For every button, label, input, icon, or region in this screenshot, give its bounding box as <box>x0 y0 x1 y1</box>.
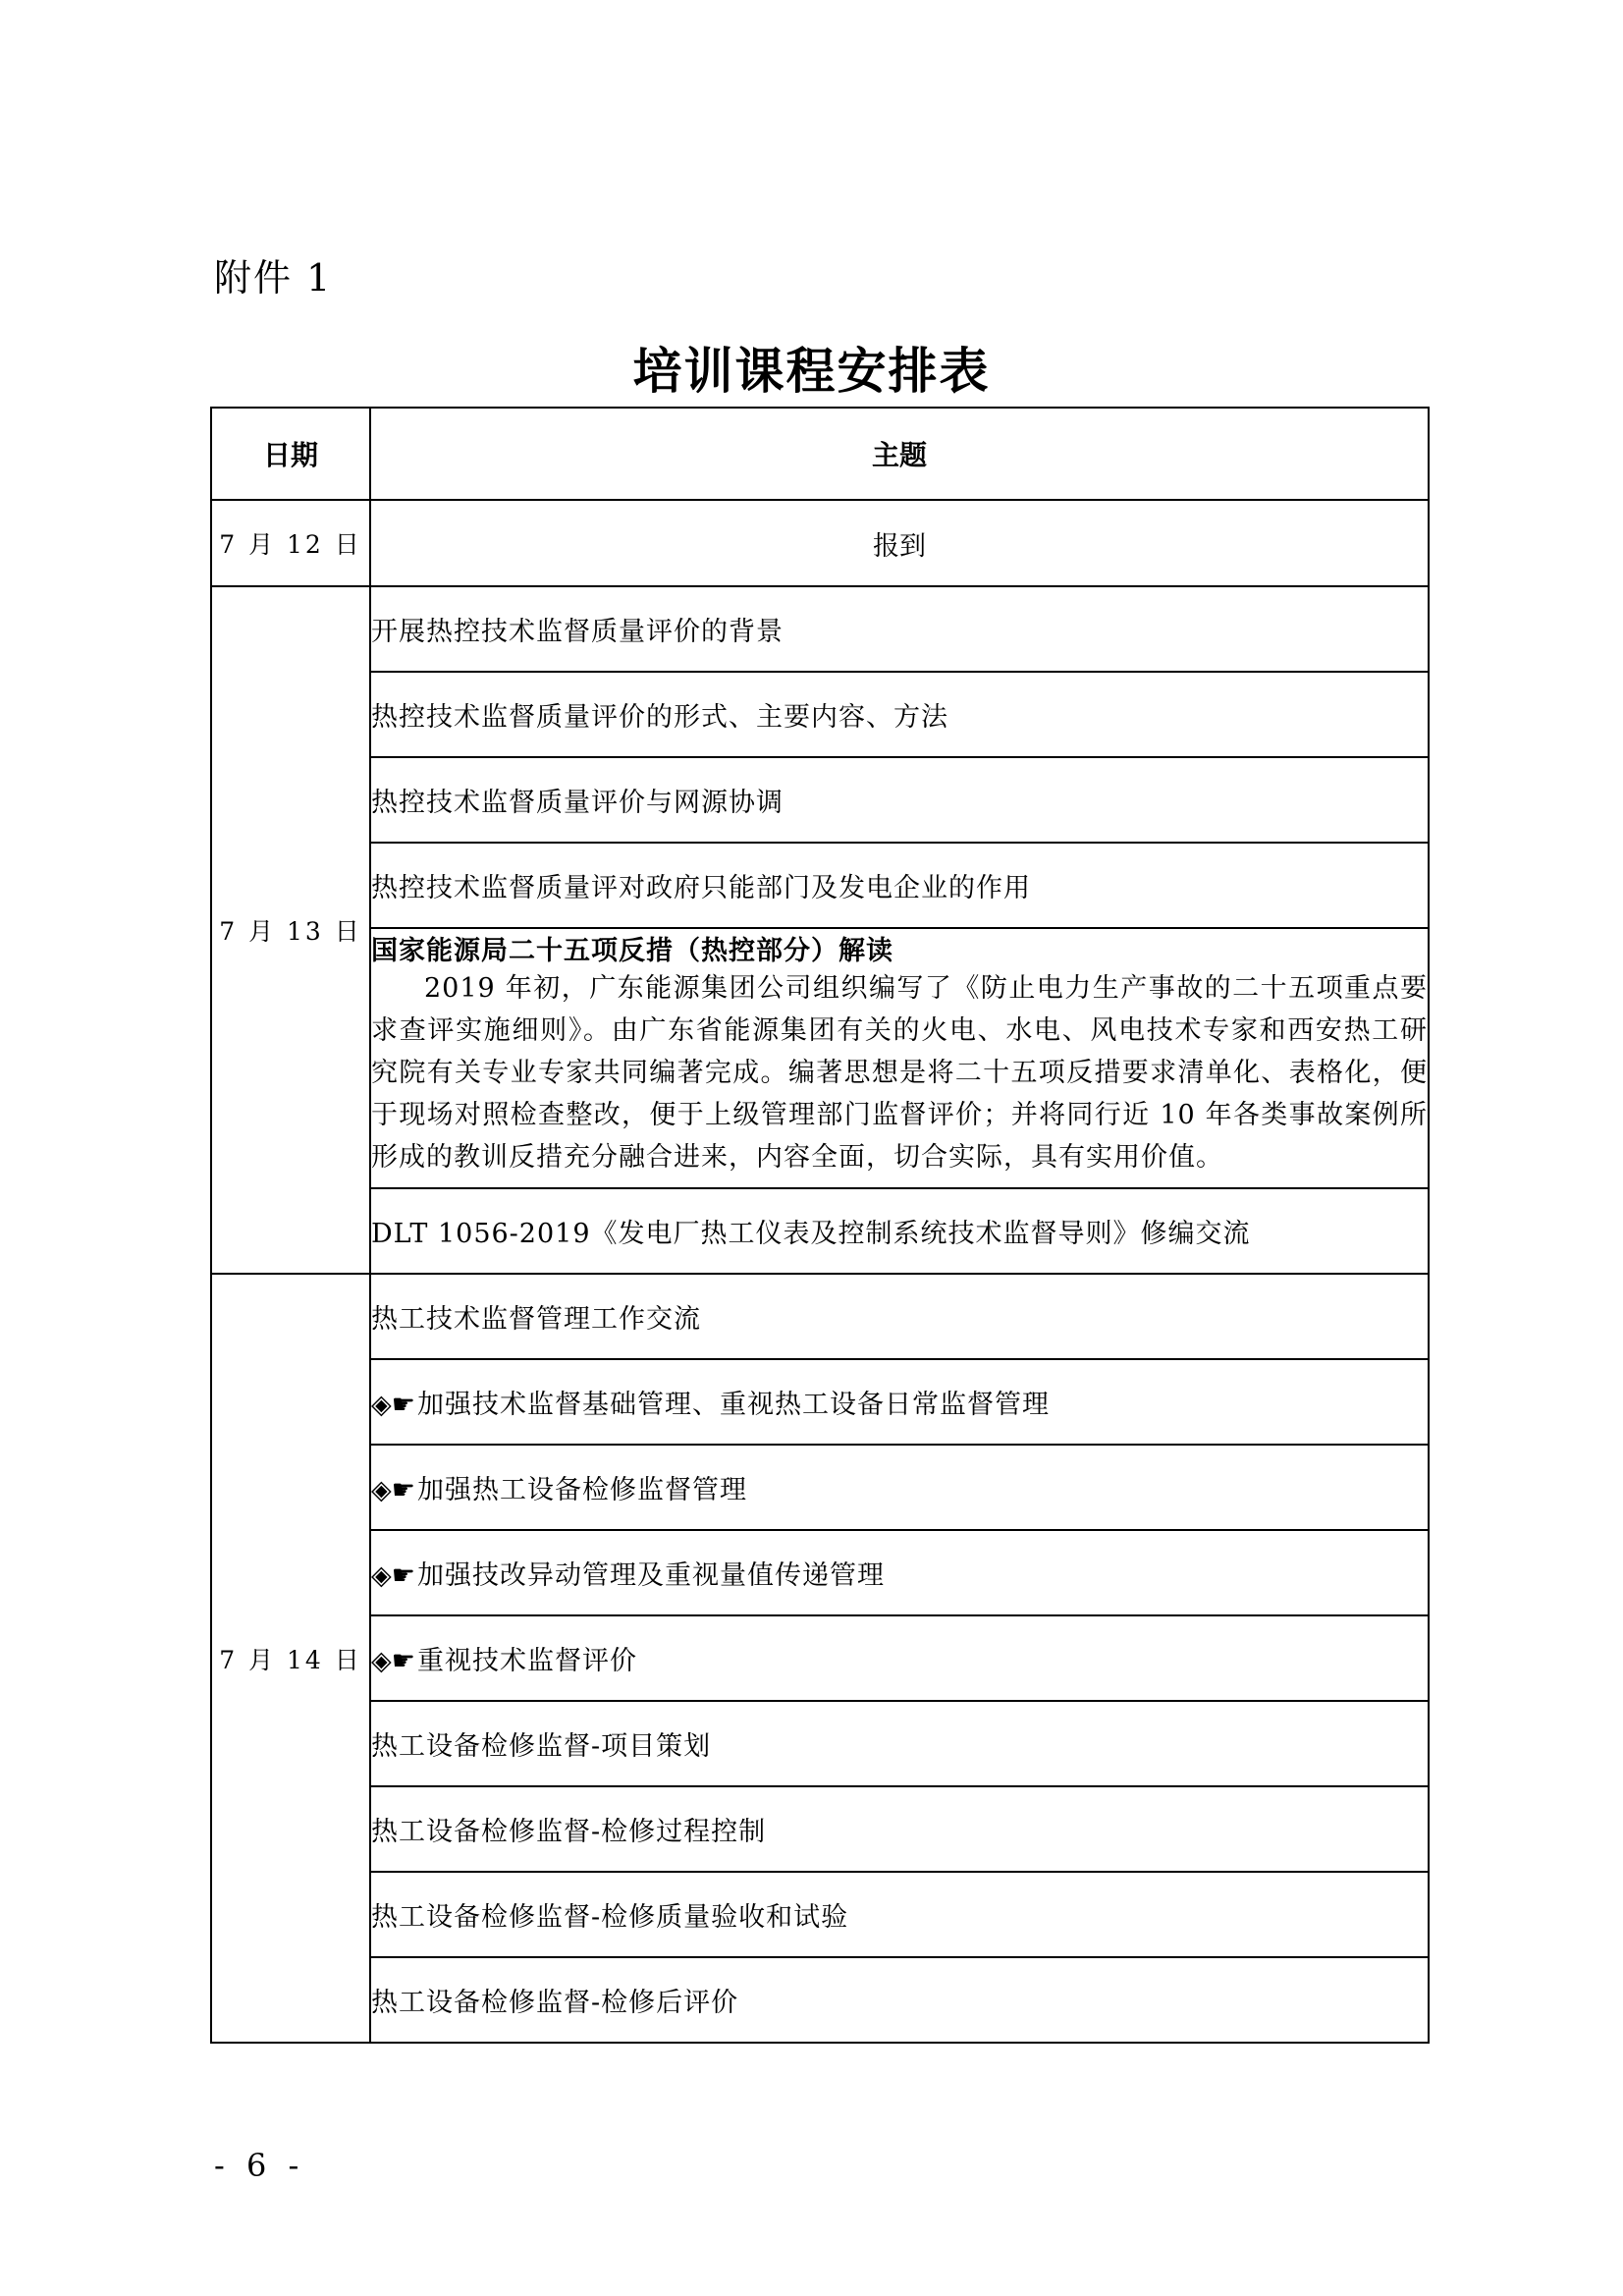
table-row <box>211 843 1429 928</box>
topic-text: 热工设备检修监督-项目策划 <box>371 1731 712 1762</box>
topic-cell <box>370 1359 1429 1445</box>
document-title: 培训课程安排表 <box>632 343 991 400</box>
table-row <box>211 1445 1429 1530</box>
topic-text: 热工设备检修监督-检修后评价 <box>371 1988 739 2018</box>
table-row <box>211 1701 1429 1786</box>
table-row <box>211 928 1429 1188</box>
table-row <box>211 1274 1429 1359</box>
topic-text: 加强技改异动管理及重视量值传递管理 <box>416 1560 885 1591</box>
table-row <box>211 1786 1429 1872</box>
attachment-label: 附件 1 <box>214 256 333 300</box>
topic-block-body: 2019 年初，广东能源集团公司组织编写了《防止电力生产事故的二十五项重点要求查评实施细则》。由广东省能源集团有关的火电、水电、风电技术专家和西安热工研究院有关专业专家共同编著完成。编著思想是将二十五项反措要求清单化、表格化，便于现场对照检查整改，便于上级管理部门监督评价；并将同行近 10 年各类事故案例所形成的教训反措充分融合进来，内容全面，切合实际，具有实用价值。 <box>371 973 1428 1173</box>
topic-text: 重视技术监督评价 <box>416 1646 637 1676</box>
header-date: 日期 <box>211 408 370 500</box>
topic-cell <box>370 1701 1429 1786</box>
table-row <box>211 1872 1429 1957</box>
page-number: - 6 - <box>214 2147 305 2184</box>
topic-text: 加强技术监督基础管理、重视热工设备日常监督管理 <box>416 1390 1050 1420</box>
topic-cell: DLT 1056-2019《发电厂热工仪表及控制系统技术监督导则》修编交流 <box>370 1188 1429 1274</box>
table-row <box>211 500 1429 586</box>
date-cell: 7 月 13 日 <box>211 586 370 1274</box>
table-row <box>211 1359 1429 1445</box>
diamond-pointer-icon: ◈☛ <box>371 1560 415 1591</box>
date-cell: 7 月 12 日 <box>211 500 370 586</box>
topic-cell: 热控技术监督质量评价与网源协调 <box>370 757 1429 843</box>
topic-cell <box>370 1445 1429 1530</box>
topic-cell <box>370 1274 1429 1359</box>
topic-cell: 热控技术监督质量评对政府只能部门及发电企业的作用 <box>370 843 1429 928</box>
topic-cell: 热控技术监督质量评价的形式、主要内容、方法 <box>370 672 1429 757</box>
table-header-row <box>211 408 1429 500</box>
header-topic: 主题 <box>370 408 1429 500</box>
topic-text: 热工技术监督管理工作交流 <box>371 1304 701 1335</box>
date-cell: 7 月 14 日 <box>211 1274 370 2043</box>
topic-cell <box>370 1786 1429 1872</box>
topic-block-title: 国家能源局二十五项反措（热控部分）解读 <box>371 936 893 966</box>
schedule-table <box>210 407 1430 2044</box>
topic-cell: 报到 <box>370 500 1429 586</box>
table-row <box>211 757 1429 843</box>
table-row <box>211 586 1429 672</box>
topic-cell <box>370 1872 1429 1957</box>
topic-cell: 开展热控技术监督质量评价的背景 <box>370 586 1429 672</box>
topic-text: 加强热工设备检修监督管理 <box>416 1475 747 1505</box>
table-row <box>211 1615 1429 1701</box>
topic-text: 热工设备检修监督-检修过程控制 <box>371 1817 767 1847</box>
topic-cell <box>370 1615 1429 1701</box>
table-row <box>211 672 1429 757</box>
topic-block-cell <box>370 928 1429 1188</box>
topic-text: 热工设备检修监督-检修质量验收和试验 <box>371 1902 849 1933</box>
diamond-pointer-icon: ◈☛ <box>371 1475 415 1505</box>
topic-cell <box>370 1530 1429 1615</box>
diamond-pointer-icon: ◈☛ <box>371 1390 415 1420</box>
topic-cell <box>370 1957 1429 2043</box>
table-row <box>211 1530 1429 1615</box>
diamond-pointer-icon: ◈☛ <box>371 1646 415 1676</box>
table-row <box>211 1957 1429 2043</box>
table-row <box>211 1188 1429 1274</box>
